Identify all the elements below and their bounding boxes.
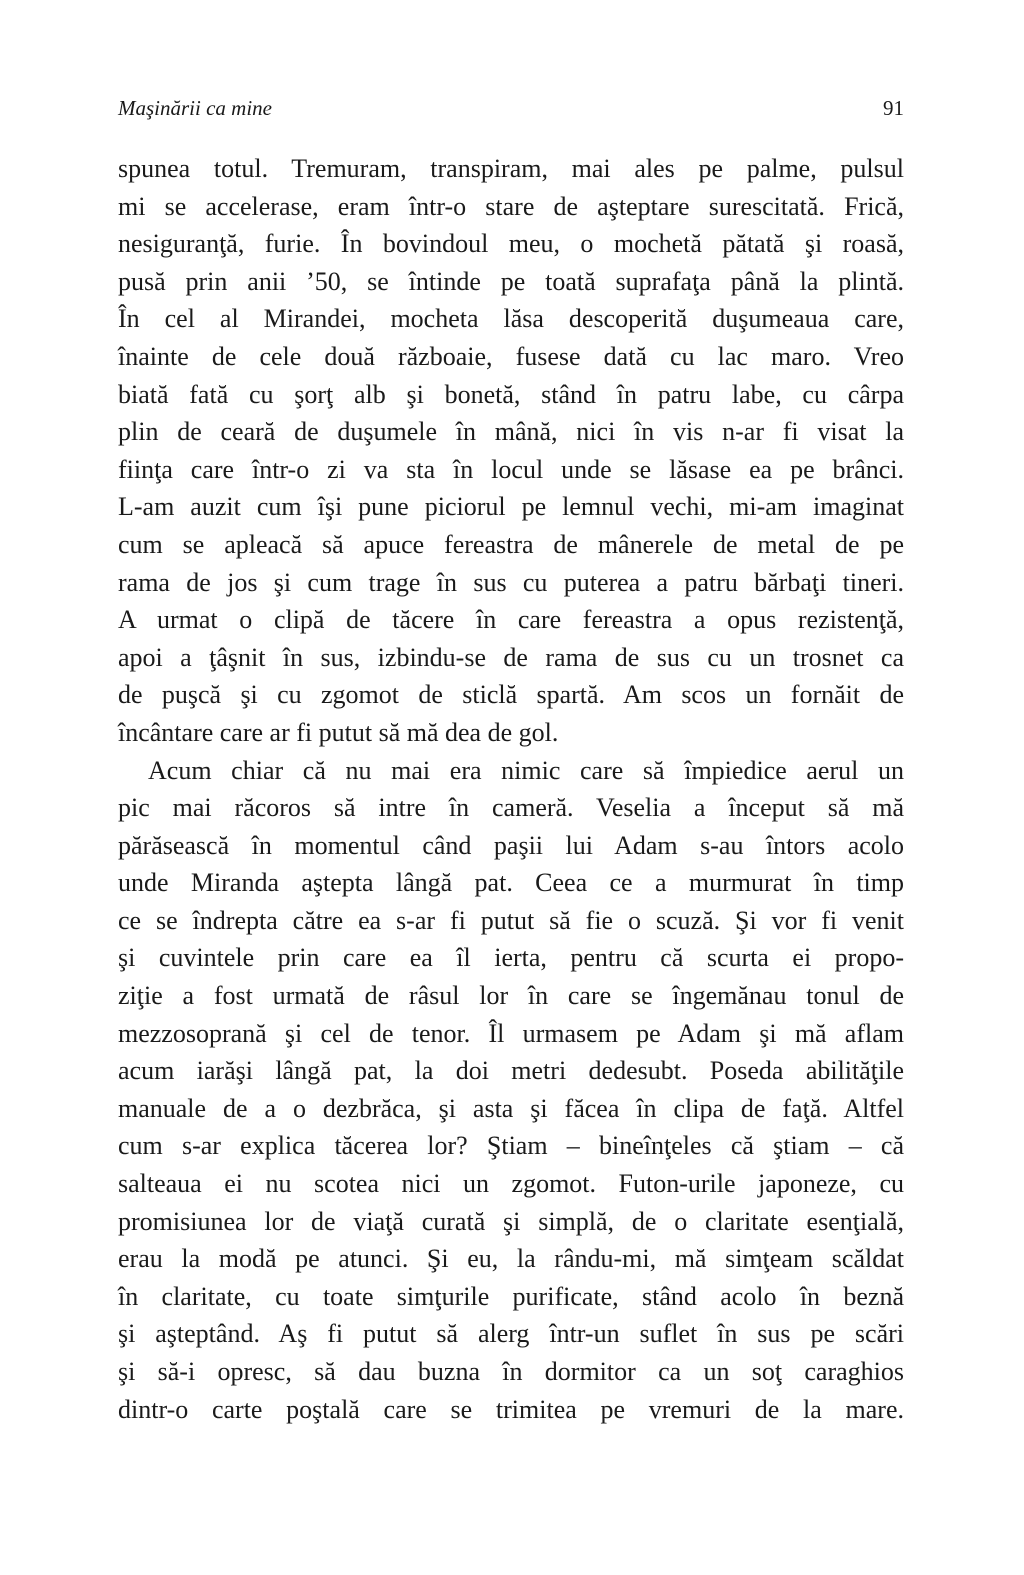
text-line: cum s-ar explica tăcerea lor? Ştiam – bineînţeles că ştiam – că — [118, 1131, 904, 1161]
page-number: 91 — [883, 96, 904, 120]
text-line: de puşcă şi cu zgomot de sticlă spartă. Am scos un fornăit de — [118, 680, 904, 710]
text-line: manuale de a o dezbrăca, şi asta şi făcea în clipa de faţă. Altfel — [118, 1093, 904, 1123]
text-line: încântare care ar fi putut să mă dea de gol. — [118, 717, 559, 747]
text-line: Acum chiar că nu mai era nimic care să împiedice aerul un — [148, 755, 904, 785]
text-line: şi aşteptând. Aş fi putut să alerg într-un suflet în sus pe scări — [118, 1319, 904, 1349]
text-line: pusă prin anii ’50, se întinde pe toată suprafaţa până la plintă. — [118, 266, 904, 296]
text-line: în claritate, cu toate simţurile purificate, stând acolo în beznă — [118, 1281, 904, 1311]
text-line: În cel al Mirandei, mocheta lăsa descoperită duşumeaua care, — [118, 304, 904, 334]
text-line: înainte de cele două războaie, fusese dată cu lac maro. Vreo — [118, 341, 904, 371]
text-line: mezzosoprană şi cel de tenor. Îl urmasem pe Adam şi mă aflam — [118, 1018, 904, 1048]
text-line: biată fată cu şorţ alb şi bonetă, stând în patru labe, cu cârpa — [118, 379, 904, 409]
running-title: Maşinării ca mine — [118, 96, 272, 120]
page-header — [118, 96, 904, 126]
paragraph — [118, 752, 904, 1429]
text-line: ce se îndrepta către ea s-ar fi putut să fie o scuză. Şi vor fi venit — [118, 905, 904, 935]
text-line: şi cuvintele prin care ea îl ierta, pentru că scurta ei propo- — [118, 943, 904, 973]
text-line: şi să-i opresc, să dau buzna în dormitor ca un soţ caraghios — [118, 1357, 904, 1386]
text-line: spunea totul. Tremuram, transpiram, mai ales pe palme, pulsul — [118, 154, 904, 183]
paragraph — [118, 150, 904, 752]
text-line: mi se accelerase, eram într-o stare de aşteptare surescitată. Frică, — [118, 191, 904, 221]
body-text — [118, 150, 904, 1428]
text-line: rama de jos şi cum trage în sus cu puterea a patru bărbaţi tineri. — [118, 567, 904, 597]
text-line: plin de ceară de duşumele în mână, nici în vis n-ar fi visat la — [118, 417, 904, 447]
text-line: acum iarăşi lângă pat, la doi metri dedesubt. Poseda abilităţile — [118, 1056, 904, 1086]
text-line: părăsească în momentul când paşii lui Adam s-au întors acolo — [118, 830, 904, 860]
text-line: cum se apleacă să apuce fereastra de mânerele de metal de pe — [118, 529, 904, 559]
text-line: salteaua ei nu scotea nici un zgomot. Futon-urile japoneze, cu — [118, 1169, 904, 1199]
text-line: fiinţa care într-o zi va sta în locul unde se lăsase ea pe brânci. — [118, 454, 904, 484]
text-line: L-am auzit cum îşi pune piciorul pe lemnul vechi, mi-am imaginat — [118, 492, 904, 522]
text-line: dintr-o carte poştală care se trimitea pe vremuri de la mare. — [118, 1394, 904, 1424]
text-line: pic mai răcoros să intre în cameră. Veselia a început să mă — [118, 793, 904, 823]
text-line: unde Miranda aştepta lângă pat. Ceea ce a murmurat în timp — [118, 868, 904, 898]
text-line: apoi a ţâşnit în sus, izbindu-se de rama de sus cu un trosnet ca — [118, 642, 904, 672]
text-line: erau la modă pe atunci. Şi eu, la rându-mi, mă simţeam scăldat — [118, 1244, 904, 1274]
text-line: ziţie a fost urmată de râsul lor în care se îngemănau tonul de — [118, 981, 904, 1011]
text-line: A urmat o clipă de tăcere în care fereastra a opus rezistenţă, — [118, 605, 904, 635]
text-line: promisiunea lor de viaţă curată şi simplă, de o claritate esenţială, — [118, 1206, 904, 1236]
text-line: nesiguranţă, furie. În bovindoul meu, o mochetă pătată şi roasă, — [118, 229, 904, 259]
